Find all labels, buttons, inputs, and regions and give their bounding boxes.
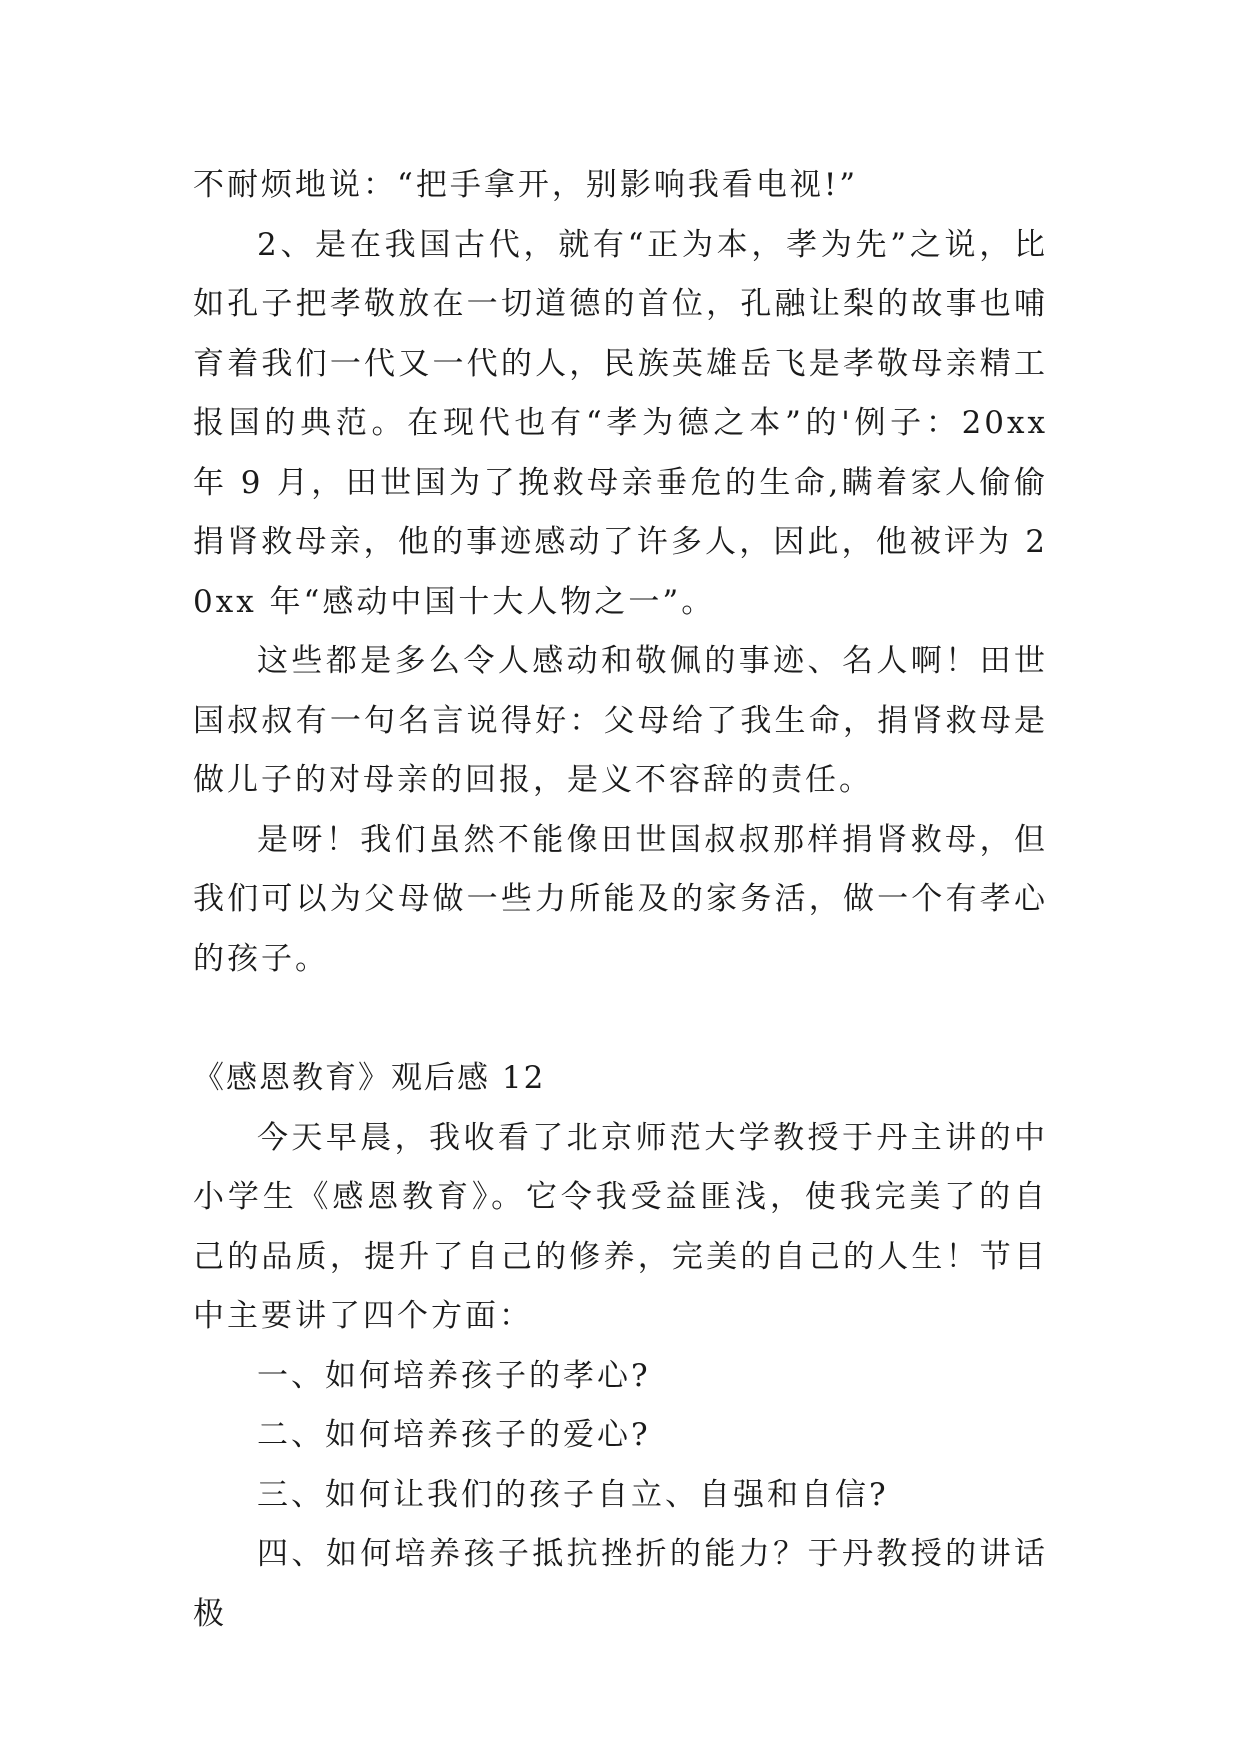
document-body (193, 156, 1048, 1644)
list-item-1: 一、如何培养孩子的孝心? (257, 1357, 651, 1394)
paragraph-continuation: 不耐烦地说：“把手拿开，别影响我看电视!” (193, 167, 859, 203)
paragraph-ancient-filial-piety: 2、是在我国古代，就有“正为本，孝为先”之说，比如孔子把孝敬放在一切道德的首位，孔融让梨的故事也哺育着我们一代又一代的人，民族英雄岳飞是孝敬母亲精工报国的典范。在现代也有“孝为德之本”的'例子：20xx 年 9 月，田世国为了挽救母亲垂危的生命,瞒着家人偷偷捐肾救母亲，他的事迹感动了许多人，因此，他被评为 20xx 年“感动中国十大人物之一”。 (193, 226, 1048, 620)
paragraph-conclusion: 是呀！我们虽然不能像田世国叔叔那样捐肾救母，但我们可以为父母做一些力所能及的家务活，做一个有孝心的孩子。 (193, 821, 1048, 977)
list-item-2: 二、如何培养孩子的爱心? (257, 1417, 651, 1453)
list-item-3: 三、如何让我们的孩子自立、自强和自信? (257, 1476, 889, 1513)
section-heading: 《感恩教育》观后感 12 (193, 1060, 546, 1096)
paragraph-intro: 今天早晨，我收看了北京师范大学教授于丹主讲的中小学生《感恩教育》。它令我受益匪浅，使我完美了的自己的品质，提升了自己的修养，完美的自己的人生！节目中主要讲了四个方面： (193, 1119, 1048, 1334)
paragraph-admiration: 这些都是多么令人感动和敬佩的事迹、名人啊！田世国叔叔有一句名言说得好：父母给了我生命，捐肾救母是做儿子的对母亲的回报，是义不容辞的责任。 (193, 643, 1048, 798)
list-item-4: 四、如何培养孩子抵抗挫折的能力？于丹教授的讲话极 (193, 1536, 1048, 1632)
section-spacer (193, 989, 1048, 1049)
